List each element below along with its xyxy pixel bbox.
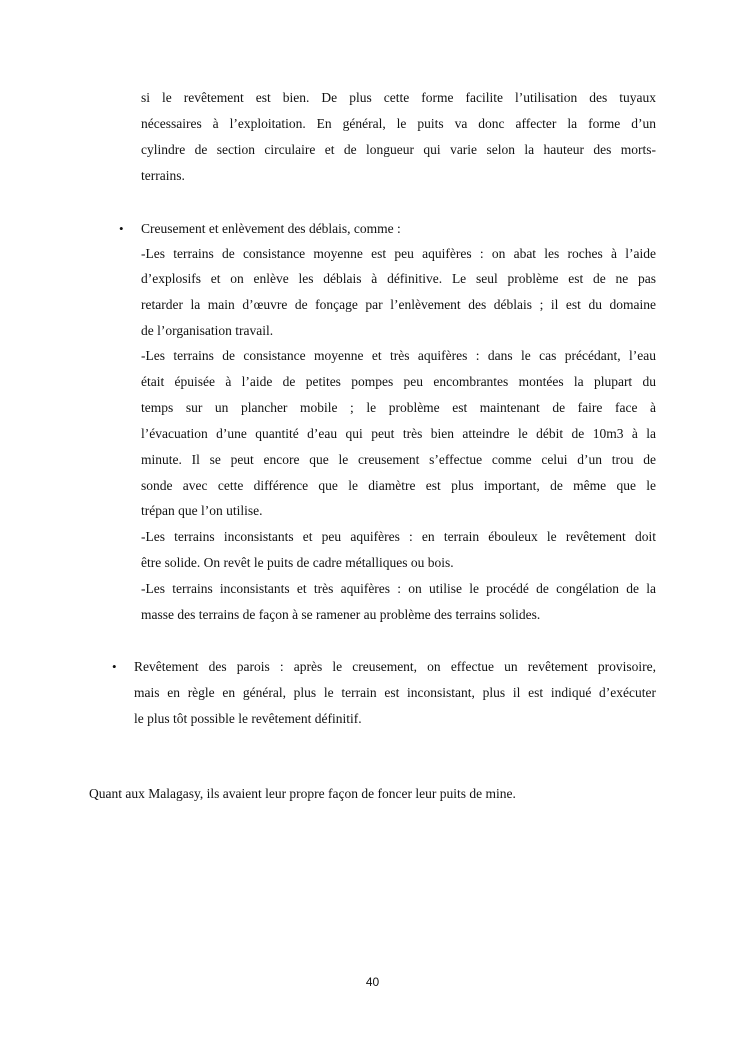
text-line: terrains. [141, 168, 185, 183]
closing-paragraph: Quant aux Malagasy, ils avaient leur propre façon de foncer leur puits de mine. [89, 786, 516, 801]
page-number: 40 [365, 975, 380, 989]
text-line: masse des terrains de façon à se ramener au problème des terrains solides. [141, 607, 541, 622]
text-line: d’explosifs et on enlève les déblais à définitive. Le seul problème est de ne pas [141, 271, 656, 286]
text-line: -Les terrains inconsistants et peu aquifères : en terrain ébouleux le revêtement doit [141, 529, 656, 544]
text-line: de l’organisation travail. [141, 323, 274, 338]
text-line: -Les terrains de consistance moyenne est peu aquifères : on abat les roches à l’aide [141, 246, 656, 261]
text-line: le plus tôt possible le revêtement définitif. [134, 711, 362, 726]
text-line: était épuisée à l’aide de petites pompes peu encombrantes montées la plupart du [141, 374, 656, 389]
bullet-icon: • [119, 221, 124, 236]
text-line: sonde avec cette différence que le diamètre est plus important, de même que le [141, 478, 656, 493]
text-line: Revêtement des parois : après le creusement, on effectue un revêtement provisoire, [134, 659, 656, 674]
text-line: minute. Il se peut encore que le creusement s’effectue comme celui d’un trou de [141, 452, 656, 467]
bullet-heading: Creusement et enlèvement des déblais, comme : [141, 221, 401, 236]
text-line: -Les terrains de consistance moyenne et très aquifères : dans le cas précédant, l’eau [141, 348, 656, 363]
text-line: nécessaires à l’exploitation. En général, le puits va donc affecter la forme d’un [141, 116, 656, 131]
text-line: trépan que l’on utilise. [141, 503, 263, 518]
text-line: si le revêtement est bien. De plus cette forme facilite l’utilisation des tuyaux [141, 90, 656, 105]
text-line: -Les terrains inconsistants et très aquifères : on utilise le procédé de congélation de la [141, 581, 656, 596]
text-line: retarder la main d’œuvre de fonçage par l’enlèvement des déblais ; il est du domaine [141, 297, 656, 312]
text-line: être solide. On revêt le puits de cadre métalliques ou bois. [141, 555, 454, 570]
text-line: temps sur un plancher mobile ; le problème est maintenant de faire face à [141, 400, 656, 415]
text-line: cylindre de section circulaire et de longueur qui varie selon la hauteur des morts- [141, 142, 656, 157]
text-line: l’évacuation d’une quantité d’eau qui peut très bien atteindre le débit de 10m3 à la [141, 426, 656, 441]
text-line: mais en règle en général, plus le terrain est inconsistant, plus il est indiqué d’exécuter [134, 685, 656, 700]
bullet-icon: • [112, 659, 117, 674]
